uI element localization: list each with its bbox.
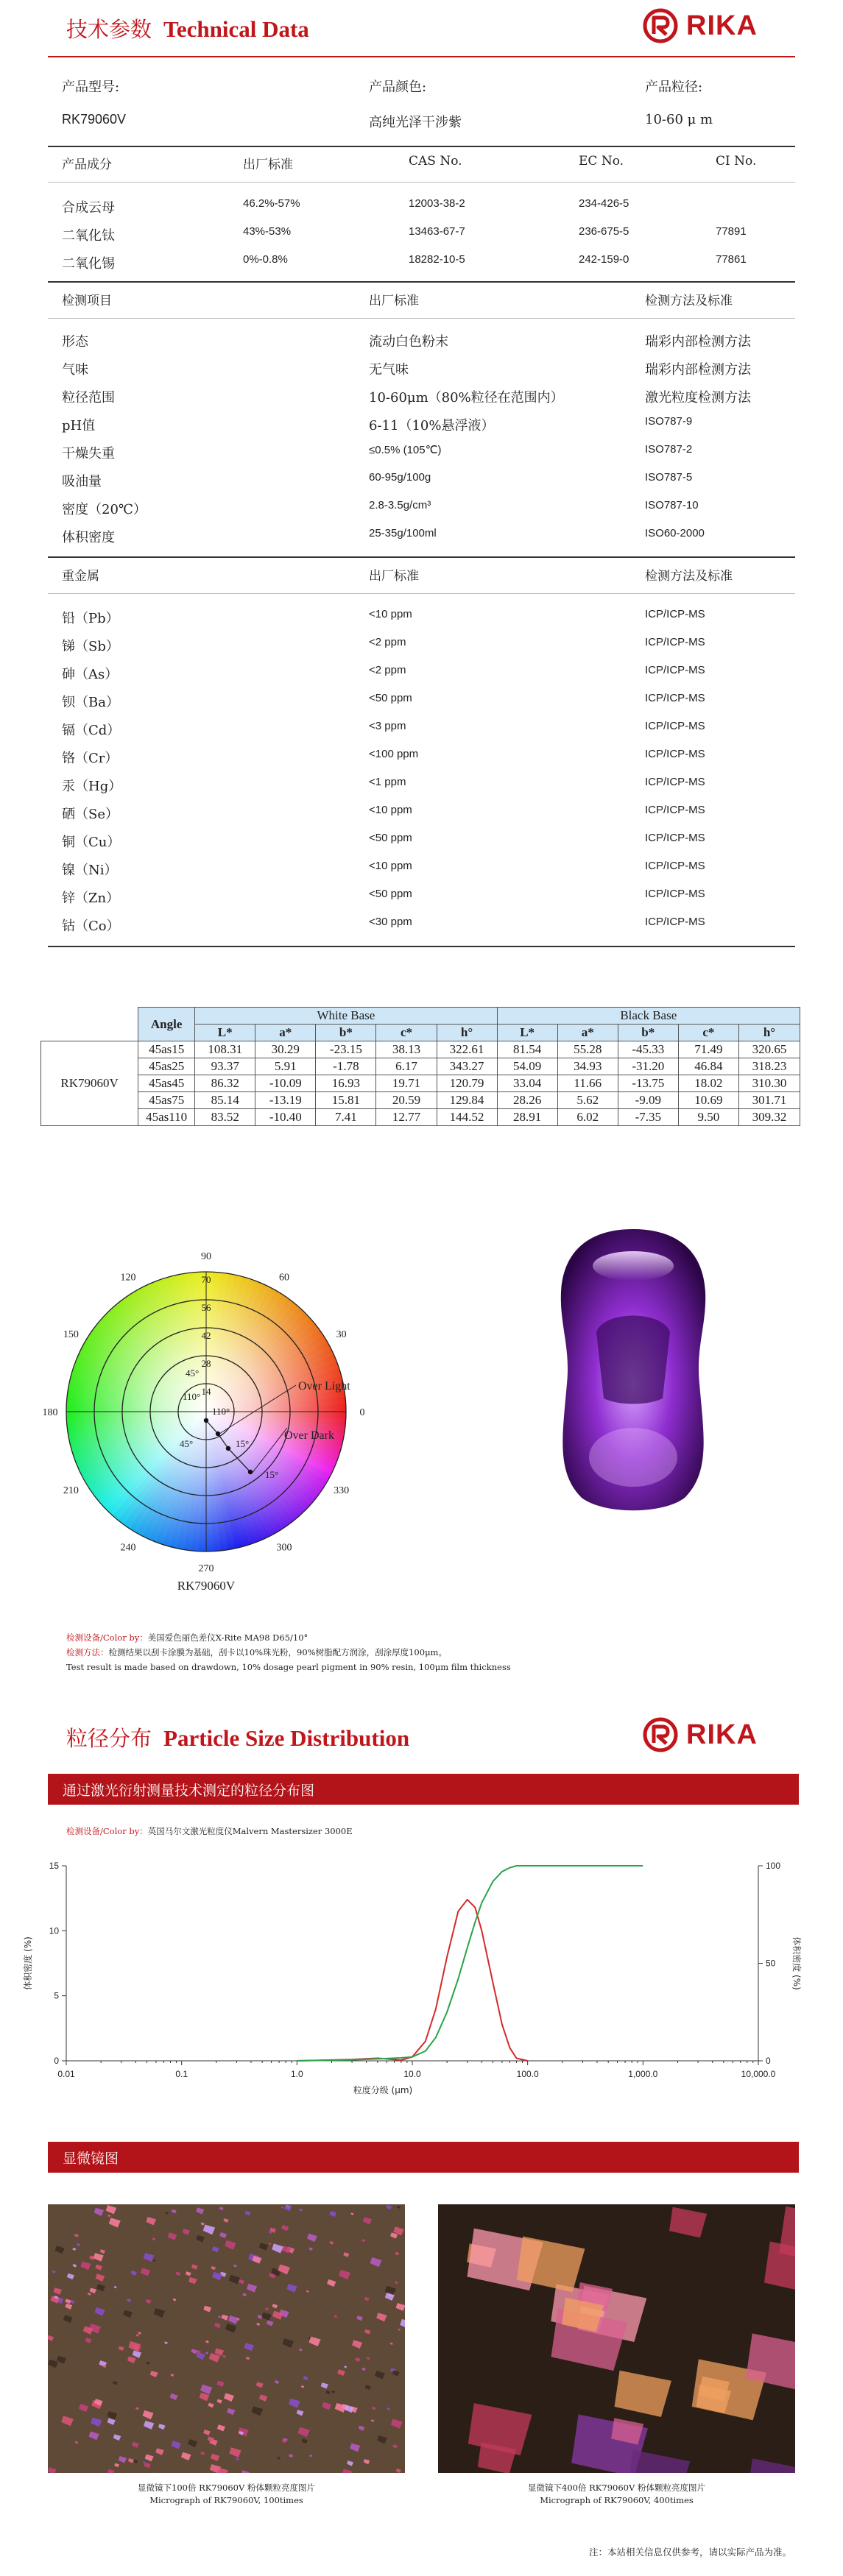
car-window <box>596 1316 670 1404</box>
table-cell: 11.66 <box>557 1075 618 1092</box>
table-cell: ICP/ICP-MS <box>645 860 705 872</box>
section-divider <box>48 146 795 147</box>
table-cell: 93.37 <box>195 1058 255 1075</box>
column-header: 出厂标准 <box>243 158 293 172</box>
particle-size-chart <box>15 1847 832 2127</box>
angle-label: 60 <box>279 1272 289 1284</box>
table-cell: ICP/ICP-MS <box>645 804 705 816</box>
color-col-header: L* <box>195 1025 255 1041</box>
table-cell: <2 ppm <box>369 664 406 676</box>
model-label: 产品型号: <box>62 79 120 95</box>
section-divider <box>48 946 795 947</box>
table-cell: <1 ppm <box>369 776 406 788</box>
ring-label: 70 <box>201 1274 211 1285</box>
y-axis-title-right: 体积密度 (%) <box>791 1936 802 1990</box>
table-cell: ICP/ICP-MS <box>645 832 705 844</box>
table-cell: 体积密度 <box>62 530 115 545</box>
table-cell: 锌（Zn） <box>62 891 120 906</box>
table-cell: 60-95g/100g <box>369 471 431 484</box>
rika-logo-icon <box>642 7 679 44</box>
x-tick-label: 10,000.0 <box>741 2069 776 2079</box>
table-cell: ISO787-10 <box>645 499 699 512</box>
column-header: 检测项目 <box>62 294 112 308</box>
column-header: 检测方法及标准 <box>645 294 733 308</box>
x-tick-label: 100.0 <box>516 2069 539 2079</box>
table-cell: 85.14 <box>195 1092 255 1109</box>
angle-label: 30 <box>336 1329 347 1340</box>
measurement-point <box>248 1470 253 1474</box>
table-cell: -31.20 <box>618 1058 678 1075</box>
table-cell: 钡（Ba） <box>62 695 119 710</box>
cumulative-curve <box>297 1866 643 2061</box>
column-header: 出厂标准 <box>369 294 419 308</box>
measurement-point <box>226 1446 230 1451</box>
table-cell: 12003-38-2 <box>409 197 465 210</box>
table-cell: 310.30 <box>738 1075 800 1092</box>
table-cell: 砷（As） <box>62 667 119 682</box>
table-cell: <10 ppm <box>369 804 412 816</box>
title-cn: 技术参数 <box>66 17 152 42</box>
micro-banner: 显微镜图 <box>48 2142 799 2173</box>
table-cell: 20.59 <box>376 1092 437 1109</box>
table-cell: 镉（Cd） <box>62 723 121 738</box>
table-cell: 流动白色粉末 <box>369 334 448 350</box>
table-cell: ICP/ICP-MS <box>645 692 705 704</box>
micro-caption-2 <box>438 2482 795 2507</box>
page-title <box>66 13 309 43</box>
table-cell: <10 ppm <box>369 860 412 872</box>
table-cell: 16.93 <box>316 1075 376 1092</box>
table-cell: 45as110 <box>138 1109 195 1126</box>
micrograph-400x <box>438 2204 795 2473</box>
header-rule <box>48 318 795 319</box>
table-cell: 77891 <box>716 225 747 238</box>
table-cell: ICP/ICP-MS <box>645 888 705 900</box>
y-right-tick-label: 100 <box>766 1861 781 1871</box>
table-cell: <2 ppm <box>369 636 406 648</box>
inner-angle-label: 15° <box>265 1469 279 1480</box>
table-cell: 322.61 <box>437 1041 497 1058</box>
table-cell: 45as75 <box>138 1092 195 1109</box>
table-cell: 19.71 <box>376 1075 437 1092</box>
table-cell: ICP/ICP-MS <box>645 720 705 732</box>
wheel-caption: RK79060V <box>177 1579 236 1593</box>
table-cell: 86.32 <box>195 1075 255 1092</box>
measurement-point <box>204 1418 208 1423</box>
logo-text: RIKA <box>686 1719 758 1750</box>
table-cell: 234-426-5 <box>579 197 629 210</box>
note1-label: 检测设备/Color by： <box>66 1632 148 1643</box>
over-dark-label: Over Dark <box>284 1429 334 1442</box>
title-en: Technical Data <box>163 16 309 42</box>
table-cell: -7.35 <box>618 1109 678 1126</box>
purple-car-sample <box>545 1222 722 1516</box>
y-tick-label: 0 <box>54 2056 59 2066</box>
section-divider <box>48 556 795 558</box>
table-cell: 120.79 <box>437 1075 497 1092</box>
table-cell: -1.78 <box>316 1058 376 1075</box>
table-cell: 硒（Se） <box>62 807 119 822</box>
table-cell: 锑（Sb） <box>62 639 119 654</box>
color-label: 产品颜色: <box>369 79 427 95</box>
table-cell: 15.81 <box>316 1092 376 1109</box>
table-cell: 0%-0.8% <box>243 253 288 266</box>
table-cell: 镍（Ni） <box>62 863 118 878</box>
ring-label: 14 <box>201 1386 211 1397</box>
density-curve <box>297 1900 527 2061</box>
table-cell: <10 ppm <box>369 608 412 620</box>
table-cell: 83.52 <box>195 1109 255 1126</box>
section-divider <box>48 281 795 283</box>
table-cell: 54.09 <box>497 1058 557 1075</box>
x-tick-label: 0.1 <box>175 2069 188 2079</box>
psd-title-cn: 粒径分布 <box>66 1726 152 1751</box>
y-tick-label: 5 <box>54 1990 59 2001</box>
table-cell: 343.27 <box>437 1058 497 1075</box>
white-base-header: White Base <box>195 1008 497 1025</box>
table-cell: -13.75 <box>618 1075 678 1092</box>
ring-label: 42 <box>201 1330 211 1341</box>
x-tick-label: 1,000.0 <box>628 2069 658 2079</box>
table-cell: 77861 <box>716 253 747 266</box>
corner-cell <box>41 1008 138 1041</box>
table-cell: 38.13 <box>376 1041 437 1058</box>
table-cell: 46.84 <box>678 1058 738 1075</box>
micro-caption-1 <box>48 2482 405 2507</box>
table-cell: 71.49 <box>678 1041 738 1058</box>
table-cell: 33.04 <box>497 1075 557 1092</box>
table-cell: 45as15 <box>138 1041 195 1058</box>
column-header: 出厂标准 <box>369 569 419 584</box>
angle-label: 270 <box>198 1563 214 1574</box>
table-cell: 320.65 <box>738 1041 800 1058</box>
table-row <box>41 1109 800 1126</box>
table-cell: <50 ppm <box>369 692 412 704</box>
color-col-header: L* <box>497 1025 557 1041</box>
table-cell: 10.69 <box>678 1092 738 1109</box>
car-highlight <box>593 1251 674 1281</box>
color-col-header: a* <box>557 1025 618 1041</box>
table-cell: 34.93 <box>557 1058 618 1075</box>
psd-banner: 通过激光衍射测量技术测定的粒径分布图 <box>48 1774 799 1805</box>
micro-cap1-en: Micrograph of RK79060V, 100times <box>149 2495 303 2505</box>
column-header: 检测方法及标准 <box>645 569 733 584</box>
column-header: CI No. <box>716 154 757 169</box>
micro-cap2-cn: 显微镜下400倍 RK79060V 粉体颗粒亮度图片 <box>528 2483 705 2493</box>
color-col-header: h° <box>738 1025 800 1041</box>
table-cell: ICP/ICP-MS <box>645 748 705 760</box>
table-cell: 45as25 <box>138 1058 195 1075</box>
table-row <box>41 1075 800 1092</box>
angle-label: 90 <box>201 1251 211 1262</box>
y-tick-label: 15 <box>49 1861 59 1871</box>
y-tick-label: 10 <box>49 1925 59 1936</box>
table-cell: ISO787-9 <box>645 415 693 428</box>
color-col-header: b* <box>618 1025 678 1041</box>
column-header: 产品成分 <box>62 158 112 172</box>
table-cell: ≤0.5% (105℃) <box>369 444 442 456</box>
table-cell: 108.31 <box>195 1041 255 1058</box>
angle-label: 330 <box>334 1485 350 1496</box>
color-value: 高纯光泽干涉紫 <box>369 115 462 130</box>
x-axis-title: 粒度分级 (μm) <box>353 2085 413 2095</box>
note2-label: 检测方法： <box>66 1647 109 1657</box>
table-cell: 密度（20℃） <box>62 502 147 517</box>
footer-note: 注：本站相关信息仅供参考，请以实际产品为准。 <box>588 2547 791 2558</box>
inner-angle-label: 45° <box>180 1438 194 1449</box>
table-cell: -13.19 <box>255 1092 316 1109</box>
table-cell: <50 ppm <box>369 888 412 900</box>
product-name-cell: RK79060V <box>41 1041 138 1126</box>
note3-text: Test result is made based on drawdown, 10% dosage pearl pigment in 90% resin, 100μm film thickness <box>66 1662 511 1672</box>
table-cell: 129.84 <box>437 1092 497 1109</box>
table-cell: 5.91 <box>255 1058 316 1075</box>
table-cell: -10.40 <box>255 1109 316 1126</box>
over-light-label: Over Light <box>298 1380 350 1393</box>
table-cell: ISO787-2 <box>645 443 693 456</box>
table-cell: 30.29 <box>255 1041 316 1058</box>
angle-label: 210 <box>63 1485 79 1496</box>
black-base-header: Black Base <box>497 1008 800 1025</box>
inner-angle-label: 45° <box>186 1367 200 1379</box>
x-tick-label: 0.01 <box>57 2069 75 2079</box>
table-cell: -10.09 <box>255 1075 316 1092</box>
table-cell: 55.28 <box>557 1041 618 1058</box>
measurement-notes <box>66 1630 511 1674</box>
table-cell: 18.02 <box>678 1075 738 1092</box>
table-cell: 粒径范围 <box>62 390 115 406</box>
table-cell: 81.54 <box>497 1041 557 1058</box>
table-cell: 28.91 <box>497 1109 557 1126</box>
table-cell: 18282-10-5 <box>409 253 465 266</box>
table-row <box>41 1041 800 1058</box>
column-header: EC No. <box>579 154 624 169</box>
table-cell: 45as45 <box>138 1075 195 1092</box>
table-cell: <3 ppm <box>369 720 406 732</box>
table-cell: 2.8-3.5g/cm³ <box>369 499 431 512</box>
table-cell: ICP/ICP-MS <box>645 608 705 620</box>
table-cell: 236-675-5 <box>579 225 629 238</box>
table-cell: 10-60μm（80%粒径在范围内） <box>369 390 564 406</box>
table-cell: 瑞彩内部检测方法 <box>645 362 751 378</box>
table-row <box>41 1092 800 1109</box>
table-cell: 46.2%-57% <box>243 197 300 210</box>
x-tick-label: 10.0 <box>403 2069 421 2079</box>
inner-angle-label: 110° <box>212 1406 230 1417</box>
table-cell: 汞（Hg） <box>62 779 122 794</box>
table-cell: ICP/ICP-MS <box>645 664 705 676</box>
inner-angle-label: 110° <box>183 1391 201 1402</box>
table-cell: 二氧化锡 <box>62 256 115 272</box>
angle-label: 0 <box>359 1407 365 1418</box>
color-data-table <box>40 1007 800 1126</box>
table-cell: 12.77 <box>376 1109 437 1126</box>
angle-header: Angle <box>138 1008 195 1041</box>
logo-text: RIKA <box>686 10 758 41</box>
table-cell: 气味 <box>62 362 88 378</box>
psd-equip-label: 检测设备/Color by： <box>66 1826 148 1836</box>
table-cell: 9.50 <box>678 1109 738 1126</box>
table-cell: <100 ppm <box>369 748 419 760</box>
ring-label: 28 <box>201 1358 211 1369</box>
table-cell: 吸油量 <box>62 474 102 489</box>
x-tick-label: 1.0 <box>290 2069 303 2079</box>
table-cell: 激光粒度检测方法 <box>645 390 751 406</box>
header-rule <box>48 182 795 183</box>
table-cell: 无气味 <box>369 362 409 378</box>
color-col-header: b* <box>316 1025 376 1041</box>
table-cell: 6.17 <box>376 1058 437 1075</box>
table-cell: 钴（Co） <box>62 919 120 934</box>
table-cell: -9.09 <box>618 1092 678 1109</box>
color-col-header: a* <box>255 1025 316 1041</box>
psd-equip-text: 英国马尔文激光粒度仪Malvern Mastersizer 3000E <box>147 1826 353 1836</box>
rika-logo-2 <box>642 1716 758 1753</box>
color-col-header: h° <box>437 1025 497 1041</box>
table-cell: <30 ppm <box>369 916 412 928</box>
angle-label: 120 <box>120 1272 136 1284</box>
table-cell: 6.02 <box>557 1109 618 1126</box>
note2-text: 检测结果以刮卡涂膜为基础，刮卡以10%珠光粉，90%树脂配方润涂，刮涂厚度100μm。 <box>108 1647 447 1657</box>
rika-logo <box>642 7 758 44</box>
inner-angle-label: 15° <box>236 1438 250 1449</box>
angle-label: 300 <box>276 1542 292 1554</box>
table-cell: 242-159-0 <box>579 253 629 266</box>
table-cell: 瑞彩内部检测方法 <box>645 334 751 350</box>
y-axis-title: 体积密度 (%) <box>23 1936 33 1990</box>
table-cell: 形态 <box>62 334 88 350</box>
table-cell: -23.15 <box>316 1041 376 1058</box>
table-cell: -45.33 <box>618 1041 678 1058</box>
model-value: RK79060V <box>62 112 127 127</box>
micro-cap1-cn: 显微镜下100倍 RK79060V 粉体颗粒亮度图片 <box>138 2483 315 2493</box>
table-cell: 二氧化钛 <box>62 228 115 244</box>
table-cell: 28.26 <box>497 1092 557 1109</box>
micro-cap2-en: Micrograph of RK79060V, 400times <box>540 2495 694 2505</box>
size-value: 10-60 μ m <box>645 112 713 127</box>
psd-title-en: Particle Size Distribution <box>163 1725 410 1751</box>
note1-text: 美国爱色丽色差仪X-Rite MA98 D65/10° <box>147 1632 308 1643</box>
header-divider <box>48 56 795 57</box>
table-cell: 铬（Cr） <box>62 751 119 766</box>
table-row <box>41 1058 800 1075</box>
table-cell: 301.71 <box>738 1092 800 1109</box>
angle-label: 150 <box>63 1329 79 1340</box>
table-cell: 13463-67-7 <box>409 225 465 238</box>
table-cell: ICP/ICP-MS <box>645 636 705 648</box>
table-cell: 铜（Cu） <box>62 835 121 850</box>
ring-label: 56 <box>201 1302 211 1313</box>
table-cell: 干燥失重 <box>62 446 115 461</box>
table-cell: ICP/ICP-MS <box>645 776 705 788</box>
table-cell: 7.41 <box>316 1109 376 1126</box>
psd-title <box>66 1722 409 1752</box>
angle-label: 180 <box>42 1407 58 1418</box>
table-cell: <50 ppm <box>369 832 412 844</box>
psd-equipment <box>66 1825 353 1837</box>
table-cell: 铅（Pb） <box>62 611 119 626</box>
y-right-tick-label: 50 <box>766 1958 776 1969</box>
table-cell: 25-35g/100ml <box>369 527 437 539</box>
angle-label: 240 <box>120 1542 136 1554</box>
table-cell: ICP/ICP-MS <box>645 916 705 928</box>
table-cell: 6-11（10%悬浮液） <box>369 418 495 434</box>
rika-logo-icon <box>642 1716 679 1753</box>
size-label: 产品粒径: <box>645 79 703 95</box>
table-cell: pH值 <box>62 418 96 434</box>
table-cell: 144.52 <box>437 1109 497 1126</box>
color-wheel-chart <box>22 1214 405 1612</box>
table-cell: 43%-53% <box>243 225 292 238</box>
color-col-header: c* <box>376 1025 437 1041</box>
header-rule <box>48 593 795 594</box>
micrograph-100x <box>48 2204 405 2473</box>
table-cell: 合成云母 <box>62 200 115 216</box>
color-col-header: c* <box>678 1025 738 1041</box>
column-header: 重金属 <box>62 569 99 584</box>
table-cell: 309.32 <box>738 1109 800 1126</box>
car-highlight-rear <box>589 1428 677 1487</box>
table-cell: ISO787-5 <box>645 471 693 484</box>
column-header: CAS No. <box>409 154 462 169</box>
table-cell: 318.23 <box>738 1058 800 1075</box>
table-cell: 5.62 <box>557 1092 618 1109</box>
table-cell: ISO60-2000 <box>645 527 705 539</box>
y-right-tick-label: 0 <box>766 2056 771 2066</box>
